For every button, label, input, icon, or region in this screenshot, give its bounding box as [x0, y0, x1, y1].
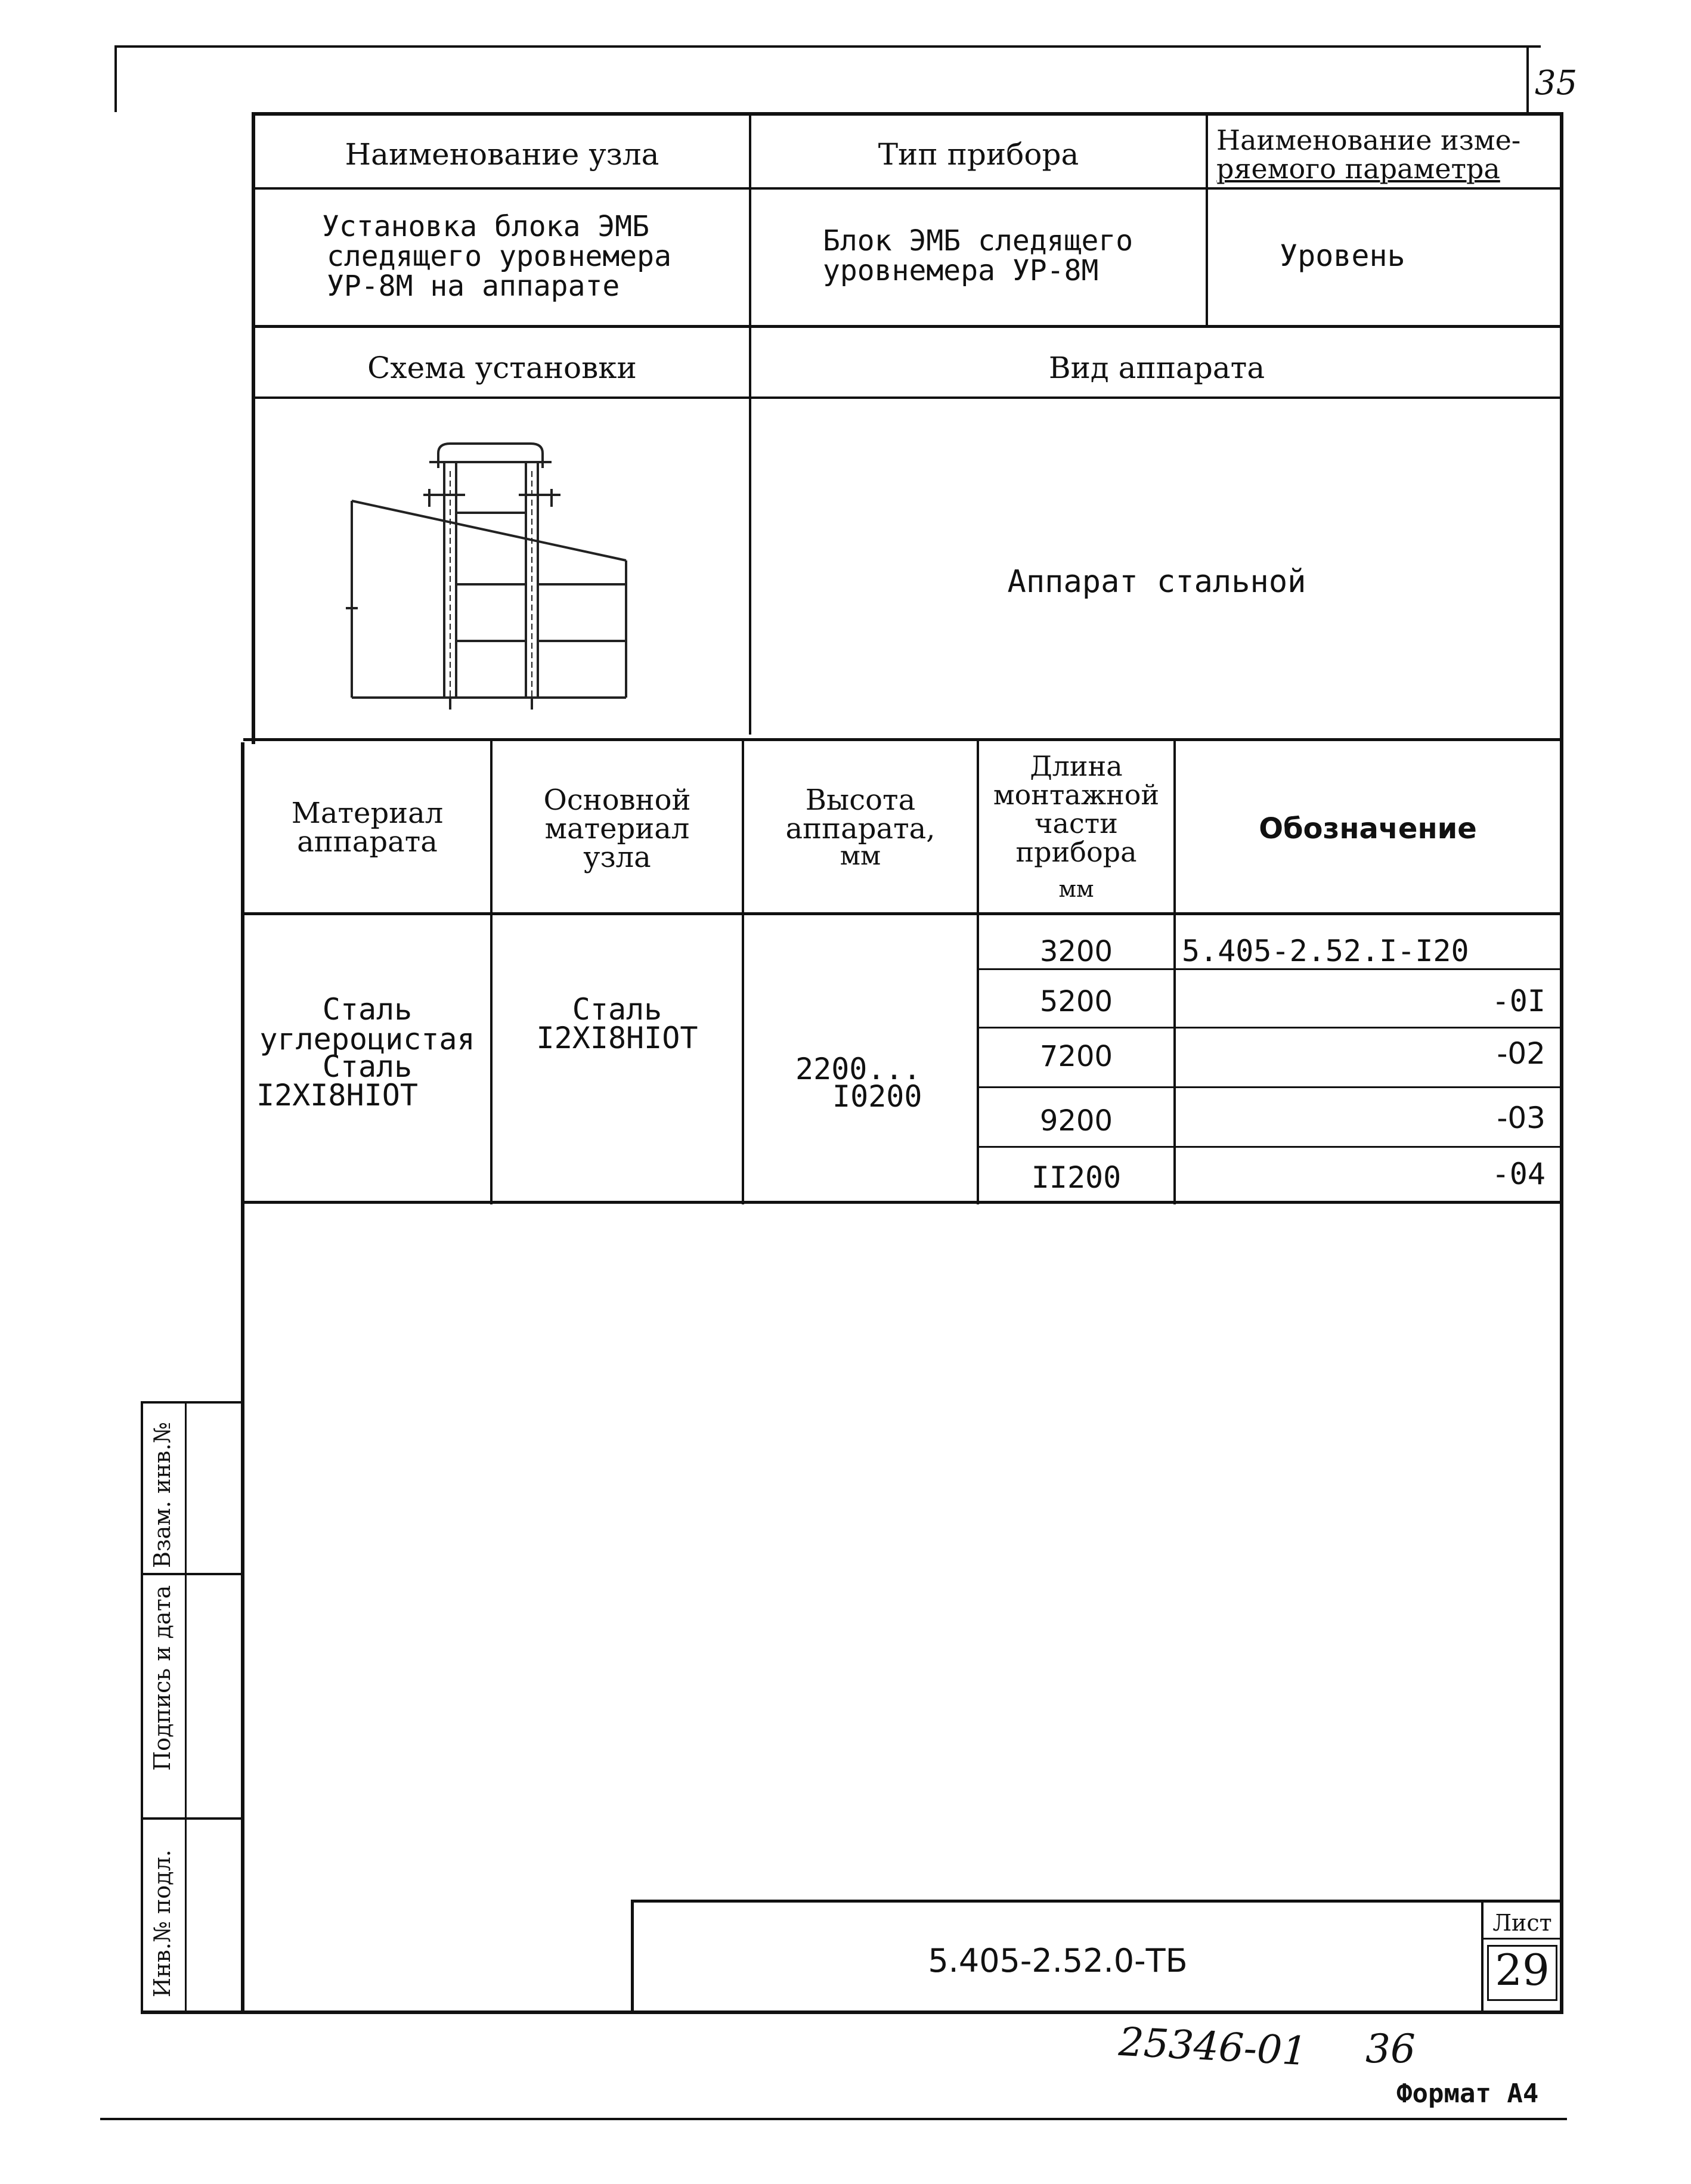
- table-left-line-lower: [241, 742, 244, 2012]
- hdr-designation: Обозначение: [1259, 812, 1477, 845]
- format-label: Формат А4: [1396, 2078, 1539, 2109]
- hdr-height-l3: мм: [840, 841, 881, 871]
- height-l2: I0200: [832, 1079, 922, 1114]
- left-border-top: [114, 45, 117, 112]
- apparatus-title: Вид аппарата: [1048, 351, 1265, 385]
- hdr-base-l3: узла: [583, 841, 651, 874]
- hdr-length-l1: Длина: [1030, 750, 1123, 782]
- scheme-title: Схема установки: [367, 351, 637, 385]
- hdr-material-l1: Материал: [291, 797, 444, 830]
- installation-scheme-drawing: [334, 435, 644, 715]
- stamp-original-inv: Инв.№ подл.: [149, 1850, 175, 1997]
- lower-header-bottom: [243, 912, 1562, 915]
- base-material-l1: Сталь: [572, 992, 662, 1027]
- col2-title: Тип прибора: [878, 137, 1079, 172]
- hdr-height-l2: аппарата,: [785, 812, 936, 845]
- hdr-base-l2: материал: [544, 812, 690, 845]
- device-type-line2: уровнемера УР-8М: [823, 254, 1099, 287]
- hdr-base-l1: Основной: [543, 783, 691, 817]
- designation-row-3: -02: [1497, 1036, 1546, 1071]
- row-line-1: [978, 968, 1562, 970]
- length-row-4: 9200: [1039, 1104, 1113, 1138]
- section-title-bottom: [252, 396, 1562, 399]
- height-l1: 2200...: [795, 1052, 921, 1086]
- col3-title-line1: Наименование изме-: [1216, 124, 1521, 156]
- frame-bottom: [141, 2010, 1563, 2014]
- hdr-material-l2: аппарата: [297, 825, 438, 859]
- row-line-4: [978, 1146, 1562, 1148]
- stamp-divider-1: [141, 1573, 243, 1575]
- page-number-divider: [1526, 45, 1529, 113]
- stamp-replacement-inv: Взам. инв.№: [149, 1421, 175, 1568]
- stamp-signature-date: Подпись и дата: [149, 1585, 175, 1771]
- hdr-length-l5: мм: [1058, 876, 1094, 902]
- table-left-line-upper: [252, 112, 255, 744]
- hdr-length-l4: прибора: [1015, 836, 1137, 868]
- handwritten-number: 36: [1365, 2026, 1416, 2072]
- title-block-top: [631, 1900, 1562, 1903]
- handwritten-code: 25346-01: [1117, 2018, 1309, 2075]
- material-l3: Сталь: [322, 1049, 413, 1084]
- sheet-number: 29: [1495, 1945, 1550, 1995]
- col1-title: Наименование узла: [345, 137, 659, 172]
- footer-rule: [100, 2118, 1567, 2120]
- section-body-bottom: [243, 738, 1562, 741]
- apparatus-view-label: Аппарат стальной: [1007, 564, 1306, 600]
- base-material-l2: I2XI8HIOT: [536, 1021, 698, 1055]
- length-row-5: II200: [1031, 1160, 1122, 1195]
- unit-name-line3: УР-8М на аппарате: [327, 269, 620, 303]
- row-line-3: [978, 1086, 1562, 1088]
- device-type-line1: Блок ЭМБ следящего: [823, 224, 1133, 258]
- designation-row-1: 5.405-2.52.I-I20: [1182, 934, 1469, 968]
- designation-row-5: -04: [1491, 1157, 1546, 1191]
- header-underline: [252, 187, 1562, 190]
- unit-name-line2: следящего уровнемера: [327, 240, 671, 273]
- length-row-2: 5200: [1039, 985, 1113, 1018]
- document-code: 5.405-2.52.0-ТБ: [928, 1942, 1188, 1979]
- stamp-top: [141, 1401, 243, 1404]
- col3-title-line2: ряемого параметра: [1216, 153, 1500, 185]
- unit-name-line1: Установка блока ЭМБ: [322, 210, 650, 243]
- material-l2: углероцистая: [259, 1022, 475, 1057]
- title-block-sheet-label-line: [1482, 1938, 1562, 1940]
- table-top-line: [252, 112, 1563, 116]
- lower-col-divider-4: [1173, 739, 1176, 1204]
- hdr-length-l3: части: [1035, 807, 1118, 839]
- stamp-divider-2: [141, 1817, 243, 1820]
- sheet-label: Лист: [1492, 1910, 1552, 1936]
- designation-row-4: -03: [1497, 1101, 1546, 1135]
- top-border: [114, 45, 1541, 48]
- measured-parameter: Уровень: [1280, 238, 1405, 273]
- designation-row-2: -0I: [1491, 984, 1546, 1018]
- hdr-length-l2: монтажной: [993, 779, 1160, 811]
- header-col-divider-2: [1206, 112, 1208, 327]
- material-l4: I2XI8HIOT: [256, 1078, 418, 1113]
- lower-table-bottom: [241, 1201, 1562, 1204]
- unit-row-bottom: [252, 325, 1562, 328]
- material-l1: Сталь: [322, 992, 413, 1027]
- header-col-divider-1: [749, 112, 751, 735]
- title-block-left: [631, 1900, 634, 2014]
- length-row-1: 3200: [1039, 935, 1113, 968]
- hdr-height-l1: Высота: [805, 783, 916, 817]
- stamp-inner-divider: [185, 1401, 187, 2013]
- row-line-2: [978, 1027, 1562, 1029]
- length-row-3: 7200: [1039, 1040, 1113, 1073]
- page-number: 35: [1535, 64, 1578, 103]
- stamp-outer-left: [141, 1401, 143, 2013]
